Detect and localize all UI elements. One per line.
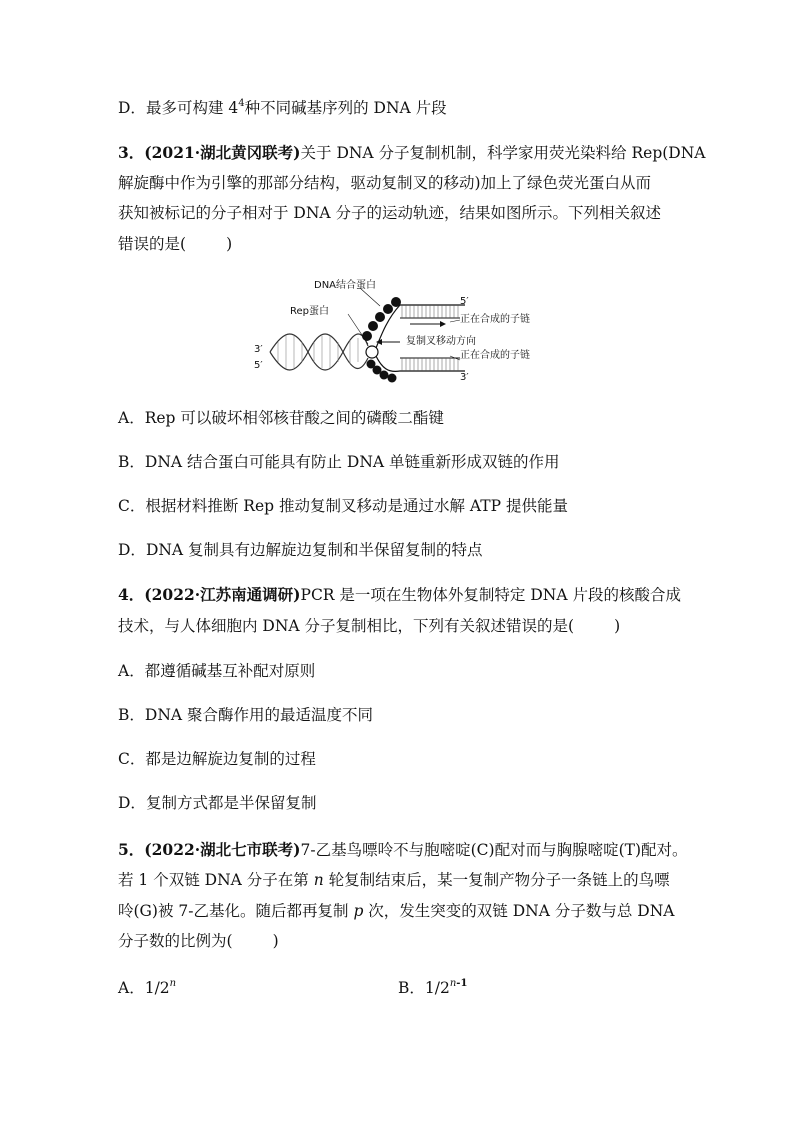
option-letter: C． — [118, 750, 146, 768]
q5-option-a: A．1/2$^n$ — [118, 978, 177, 997]
dna-replication-figure — [250, 278, 550, 386]
q5-stem-line2: 若 1 个双链 DNA 分子在第 n 轮复制结束后，某一复制产物分子一条链上的鸟嘌 — [118, 871, 670, 889]
option-letter: A． — [118, 662, 145, 680]
option-letter: C． — [118, 497, 146, 515]
label-dna-binding-protein: DNA结合蛋白 — [314, 280, 377, 291]
question-source: (2021·湖北黄冈联考) — [144, 143, 301, 162]
option-letter: A． — [118, 409, 145, 427]
option-letter: A． — [118, 979, 145, 997]
label-top-daughter-strand: 正在合成的子链 — [460, 314, 530, 325]
q4-option-c: C．都是边解旋边复制的过程 — [118, 750, 316, 768]
label-left-5prime: 5′ — [254, 360, 263, 371]
label-bottom-3prime: 3′ — [460, 372, 469, 383]
q5-stem-line1: 5．(2022·湖北七市联考)7-乙基鸟嘌呤不与胞嘧啶(C)配对而与胸腺嘧啶(T)配对。 — [118, 840, 688, 859]
question-number: 4． — [118, 585, 145, 604]
label-left-3prime: 3′ — [254, 344, 263, 355]
q3-stem-line1: 3．(2021·湖北黄冈联考)关于 DNA 分子复制机制，科学家用荧光染料给 Rep(DNA — [118, 143, 706, 162]
q4-stem-line1: 4．(2022·江苏南通调研)PCR 是一项在生物体外复制特定 DNA 片段的核酸合成 — [118, 585, 681, 604]
q4-stem-line2: 技术，与人体细胞内 DNA 分子复制相比，下列有关叙述错误的是( ) — [118, 617, 621, 635]
q4-option-b: B．DNA 聚合酶作用的最适温度不同 — [118, 706, 374, 724]
q5-stem-line3: 呤(G)被 7-乙基化。随后都再复制 p 次，发生突变的双链 DNA 分子数与总 DNA — [118, 902, 675, 920]
q3-option-b: B．DNA 结合蛋白可能具有防止 DNA 单链重新形成双链的作用 — [118, 453, 560, 471]
q5-option-b: B．1/2$^{n-1}$ — [398, 978, 468, 997]
question-number: 3． — [118, 143, 145, 162]
question-source: (2022·湖北七市联考) — [144, 840, 301, 859]
option-letter: B． — [398, 979, 425, 997]
label-bottom-daughter-strand: 正在合成的子链 — [460, 350, 530, 361]
option-letter: D． — [118, 99, 146, 117]
q3-option-d: D．DNA 复制具有边解旋边复制和半保留复制的特点 — [118, 541, 483, 559]
q3-option-a: A．Rep 可以破坏相邻核苷酸之间的磷酸二酯键 — [118, 409, 444, 427]
question-number: 5． — [118, 840, 145, 859]
option-letter: B． — [118, 453, 145, 471]
q5-stem-line4: 分子数的比例为( ) — [118, 932, 279, 950]
option-letter: B． — [118, 706, 145, 724]
q3-stem-line3: 获知被标记的分子相对于 DNA 分子的运动轨迹，结果如图所示。下列相关叙述 — [118, 204, 662, 222]
label-top-5prime: 5′ — [460, 296, 469, 307]
q4-option-a: A．都遵循碱基互补配对原则 — [118, 662, 316, 680]
label-fork-direction: 复制叉移动方向 — [406, 336, 476, 347]
option-letter: D． — [118, 541, 146, 559]
question-source: (2022·江苏南通调研) — [144, 585, 301, 604]
label-rep-protein: Rep蛋白 — [290, 306, 329, 317]
option-letter: D． — [118, 794, 146, 812]
q3-stem-line4: 错误的是( ) — [118, 235, 233, 253]
q2-option-d: D．最多可构建 $4^4$种不同碱基序列的 DNA 片段 — [118, 98, 447, 117]
q3-option-c: C．根据材料推断 Rep 推动复制叉移动是通过水解 ATP 提供能量 — [118, 497, 568, 515]
q4-option-d: D．复制方式都是半保留复制 — [118, 794, 317, 812]
q3-stem-line2: 解旋酶中作为引擎的那部分结构，驱动复制叉的移动)加上了绿色荧光蛋白从而 — [118, 174, 652, 192]
